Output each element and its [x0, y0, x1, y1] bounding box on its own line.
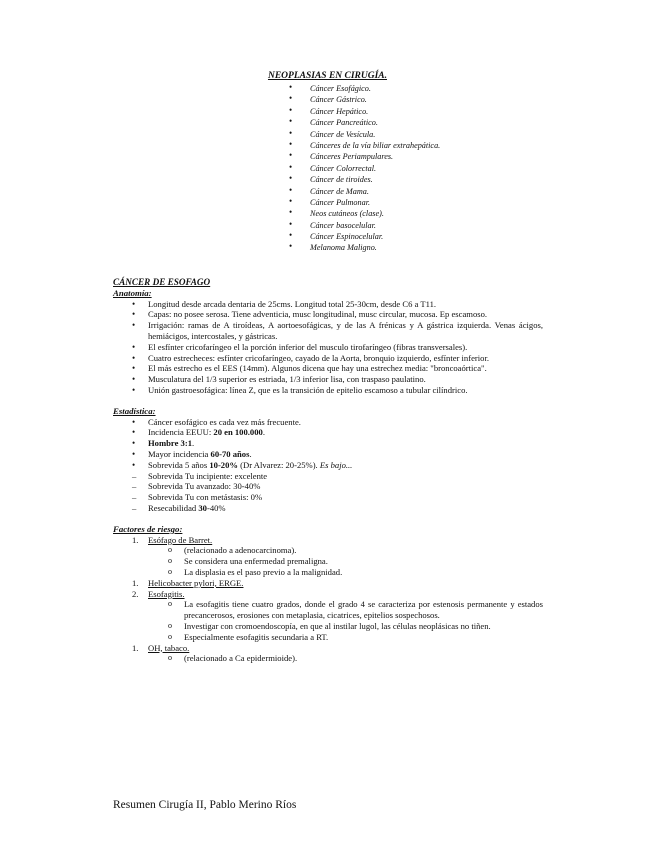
- stat-bold: 30: [198, 502, 207, 513]
- list-item: • Cáncer Esofágico.: [288, 83, 440, 94]
- list-item: • Capas: no posee serosa. Tiene adventicia, musc longitudinal, musc circular, mucosa. Ep escamoso.: [113, 309, 543, 320]
- list-item: [113, 460, 543, 471]
- list-item: • Cánceres de la vía biliar extrahepática.: [288, 140, 440, 151]
- list-item: • Cáncer de Vesícula.: [288, 129, 440, 140]
- list-item: o (relacionado a Ca epidermioide).: [148, 653, 543, 664]
- anatomy-list: [113, 299, 543, 396]
- stat-text: .: [192, 438, 195, 449]
- list-item: • Cáncer de Mama.: [288, 186, 440, 197]
- list-item: – Sobrevida Tu incipiente: excelente: [113, 471, 543, 482]
- list-item: • Melanoma Maligno.: [288, 242, 440, 253]
- stat-text: Sobrevida 5 años: [148, 459, 210, 470]
- section-title: CÁNCER DE ESOFAGO: [113, 277, 211, 287]
- sub-list: [148, 599, 543, 642]
- list-item: o (relacionado a adenocarcinoma).: [148, 545, 543, 556]
- list-item: • Unión gastroesofágica: línea Z, que es la transición de epitelio escamoso a tubular cilíndrico.: [113, 385, 543, 396]
- list-item: • Cáncer Pancreático.: [288, 117, 440, 128]
- page-title: NEOPLASIAS EN CIRUGÍA.: [267, 71, 388, 81]
- stat-text: .: [262, 427, 265, 438]
- list-item: • Cánceres Periampulares.: [288, 151, 440, 162]
- stat-text: Mayor incidencia: [148, 448, 211, 459]
- statistics-list: [113, 417, 543, 471]
- list-item: [113, 449, 543, 460]
- item-number: 1.: [132, 642, 139, 653]
- list-item: o La displasia es el paso previo a la malignidad.: [148, 567, 543, 578]
- list-item: • Cáncer Espinocelular.: [288, 231, 440, 242]
- statistics-heading: Estadística:: [113, 405, 156, 416]
- list-item: [113, 438, 543, 449]
- list-item: – Sobrevida Tu avanzado: 30-40%: [113, 481, 543, 492]
- list-item: • Musculatura del 1/3 superior es estriada, 1/3 inferior lisa, con traspaso paulatino.: [113, 374, 543, 385]
- sub-list: [148, 653, 543, 664]
- survival-list: [113, 471, 543, 514]
- list-item: • Irrigación: ramas de A tiroídeas, A aortoesofágicas, y de las A frénicas y A gástrica izquierda. Venas ácigos, hemiácigos, intercostales, y gástricas.: [113, 320, 543, 342]
- stat-text: Incidencia EEUU:: [148, 427, 214, 438]
- list-item: • Cáncer Pulmonar.: [288, 197, 440, 208]
- stat-italic: Es bajo...: [319, 459, 353, 470]
- list-item: • Longitud desde arcada dentaria de 25cms. Longitud total 25-30cm, desde C6 a T11.: [113, 299, 543, 310]
- risk-label: Esófago de Barret.: [148, 534, 213, 545]
- list-item: [113, 535, 543, 578]
- item-number: 1.: [132, 534, 139, 545]
- anatomy-heading: Anatomía:: [113, 287, 152, 298]
- list-item: o La esofagitis tiene cuatro grados, donde el grado 4 se caracteriza por estenosis permanente y estados precancerosos, erosiones con metaplasia, cicatrices, epitelios sospechosos.: [148, 599, 543, 621]
- stat-bold: 10-20%: [209, 459, 238, 470]
- list-item: [113, 427, 543, 438]
- list-item: • El esfínter cricofaríngeo el la porción inferior del musculo tirofaríngeo (fibras transversales).: [113, 342, 543, 353]
- list-item: [113, 417, 543, 428]
- list-item: o Especialmente esofagitis secundaria a RT.: [148, 632, 543, 643]
- list-item: [113, 503, 543, 514]
- stat-bold: 20 en 100.000: [213, 427, 263, 438]
- risk-list: [113, 535, 543, 665]
- risk-label: Helicobacter pylori, ERGE.: [148, 577, 244, 588]
- topics-list: [288, 83, 440, 254]
- list-item: [113, 589, 543, 643]
- list-item: [113, 578, 543, 589]
- stat-text: .: [249, 448, 252, 459]
- sub-list: [148, 545, 543, 577]
- item-number: 2.: [132, 588, 139, 599]
- stat-text: (Dr Alvarez: 20-25%).: [238, 459, 320, 470]
- risk-label: OH, tabaco.: [148, 642, 190, 653]
- item-number: 1.: [132, 577, 139, 588]
- list-item: • Cáncer de tiroides.: [288, 174, 440, 185]
- list-item: • Neos cutáneos (clase).: [288, 208, 440, 219]
- stat-text: -40%: [206, 502, 226, 513]
- stat-bold: 60-70 años: [210, 448, 250, 459]
- list-item: [113, 643, 543, 665]
- stat-text: Resecabilidad: [148, 502, 199, 513]
- list-item: • Cáncer basocelular.: [288, 220, 440, 231]
- list-item: o Se considera una enfermedad premaligna.: [148, 556, 543, 567]
- list-item: o Investigar con cromoendoscopía, en que al instilar lugol, las células neoplásicas no tiñen.: [148, 621, 543, 632]
- list-item: • Cuatro estrecheces: esfínter cricofaríngeo, cayado de la Aorta, bronquio izquierdo, esfínter inferior.: [113, 353, 543, 364]
- list-item: – Sobrevida Tu con metástasis: 0%: [113, 492, 543, 503]
- stat-bold: Hombre 3:1: [148, 438, 192, 449]
- risk-label: Esofagitis.: [148, 588, 185, 599]
- list-item: • Cáncer Gástrico.: [288, 94, 440, 105]
- stat-text: Cáncer esofágico es cada vez más frecuente.: [148, 416, 301, 427]
- page-footer: Resumen Cirugía II, Pablo Merino Ríos: [113, 799, 297, 811]
- main-content: [113, 277, 543, 664]
- list-item: • Cáncer Colorrectal.: [288, 163, 440, 174]
- list-item: • Cáncer Hepático.: [288, 106, 440, 117]
- risk-heading: Factores de riesgo:: [113, 523, 183, 534]
- list-item: • El más estrecho es el EES (14mm). Algunos dicena que hay una estrechez media: "broncoaórtica".: [113, 363, 543, 374]
